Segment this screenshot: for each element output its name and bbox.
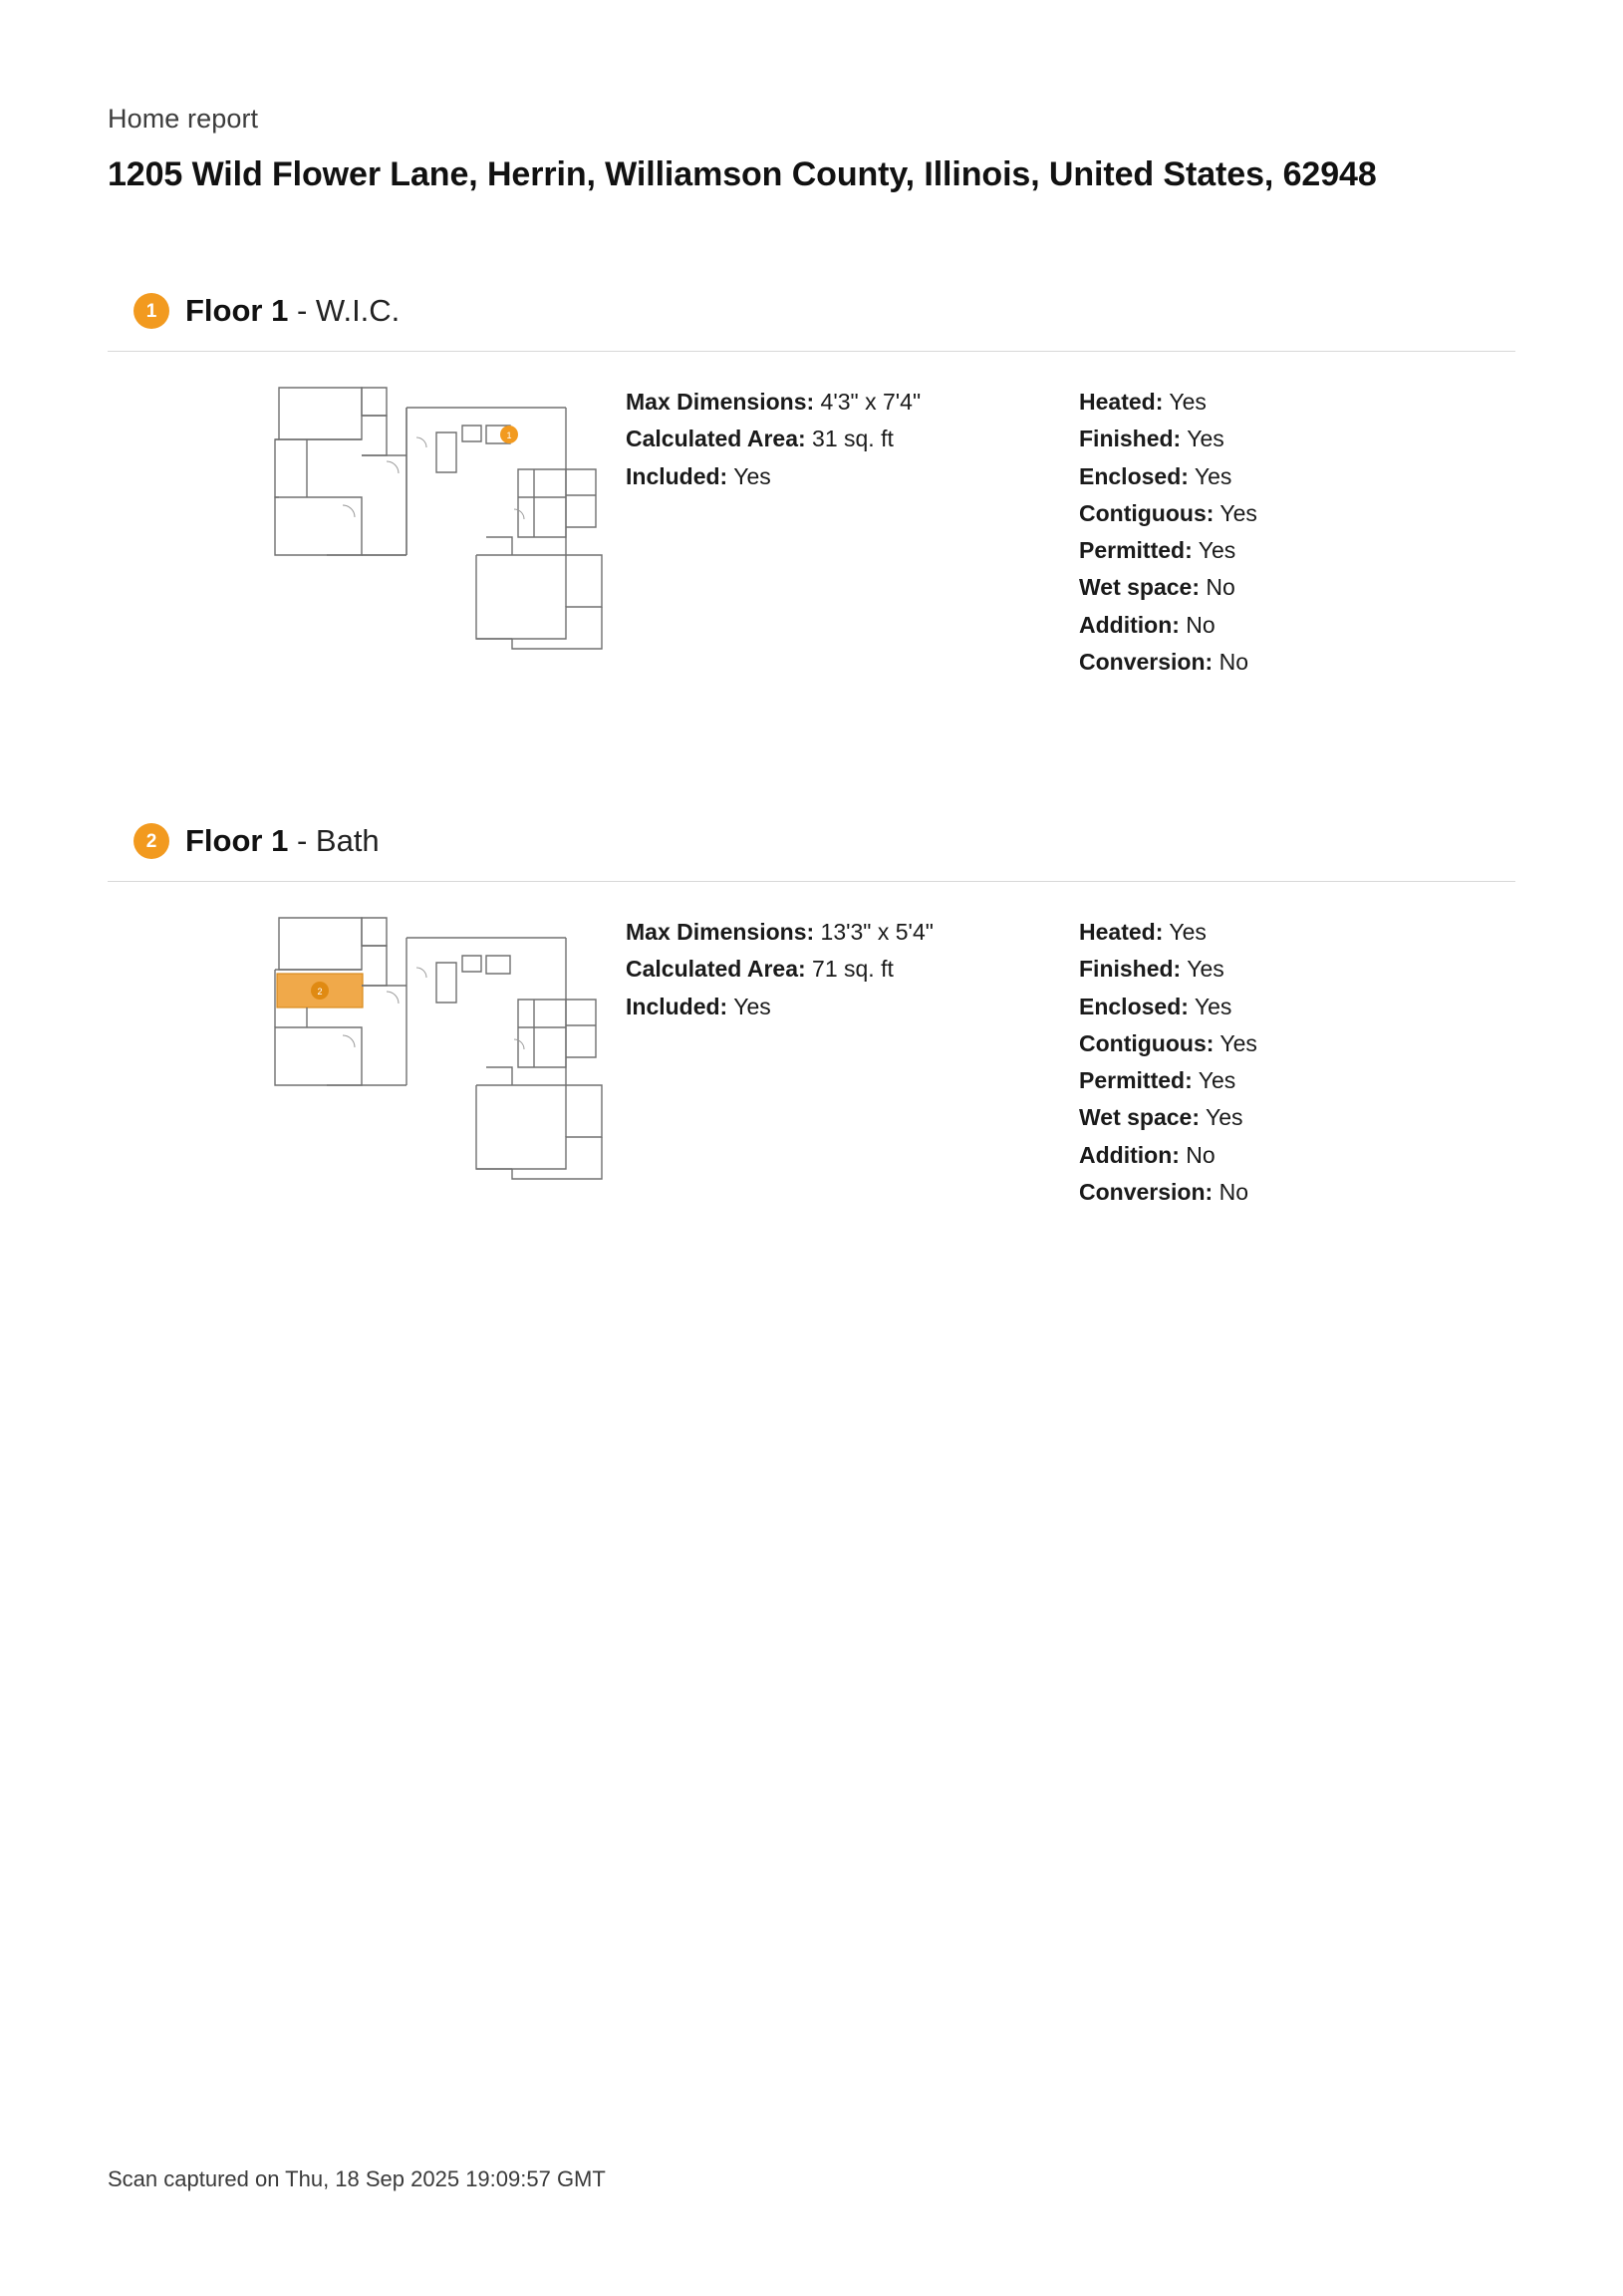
fact-value: Yes	[1200, 1104, 1243, 1131]
fact-wet-space-2	[1079, 1099, 1338, 1136]
fact-value: Yes	[1181, 426, 1224, 452]
fact-value: Yes	[727, 462, 771, 489]
fact-value: No	[1200, 574, 1235, 601]
room-label-2: Bath	[315, 823, 380, 859]
fact-label: Finished:	[1079, 956, 1182, 983]
fact-value: Yes	[1188, 993, 1232, 1019]
fact-finished-1	[1079, 421, 1338, 457]
room-label-1: W.I.C.	[315, 293, 401, 329]
section-header-2	[108, 823, 1515, 859]
facts-left-2	[626, 914, 1079, 1211]
fact-label: Heated:	[1079, 389, 1164, 416]
fact-label: Contiguous:	[1079, 499, 1215, 526]
fact-value: No	[1179, 611, 1216, 638]
page-title: 1205 Wild Flower Lane, Herrin, Williamson County, Illinois, United States, 62948	[108, 155, 1377, 193]
section-title-2	[185, 823, 380, 859]
fact-max-dimensions-1	[626, 384, 1079, 421]
floorplan-image-2	[267, 908, 626, 1237]
facts-left-1	[626, 384, 1079, 681]
fact-contiguous-2	[1079, 1025, 1338, 1062]
fact-label: Permitted:	[1079, 537, 1193, 564]
fact-calculated-area-1	[626, 421, 1079, 457]
fact-label: Included:	[626, 462, 728, 489]
facts-2	[626, 908, 1515, 1211]
fact-conversion-2	[1079, 1174, 1338, 1211]
fact-label: Wet space:	[1079, 574, 1201, 601]
fact-value: Yes	[1163, 389, 1207, 416]
section-body-1	[108, 378, 1515, 712]
fact-label: Included:	[626, 993, 728, 1019]
fact-permitted-1	[1079, 532, 1338, 569]
room-section-1	[108, 293, 1515, 712]
fact-value: 71 sq. ft	[805, 956, 894, 983]
floorplan-image-1	[267, 378, 626, 707]
fact-enclosed-1	[1079, 458, 1338, 495]
fact-value: Yes	[1188, 462, 1232, 489]
fact-label: Heated:	[1079, 919, 1164, 946]
fact-heated-2	[1079, 914, 1338, 951]
marker-badge-2: 2	[134, 823, 169, 859]
facts-right-1	[1079, 384, 1338, 681]
fact-label: Addition:	[1079, 1141, 1180, 1168]
fact-value: Yes	[1181, 956, 1224, 983]
section-divider-2	[108, 881, 1515, 882]
fact-label: Finished:	[1079, 426, 1182, 452]
section-divider-1	[108, 351, 1515, 352]
fact-label: Calculated Area:	[626, 426, 806, 452]
room-section-2	[108, 823, 1515, 1242]
fact-contiguous-1	[1079, 495, 1338, 532]
fact-addition-2	[1079, 1137, 1338, 1174]
marker-badge-1: 1	[134, 293, 169, 329]
fact-label: Contiguous:	[1079, 1029, 1215, 1056]
svg-text:1: 1	[506, 430, 512, 441]
fact-value: Yes	[1214, 499, 1257, 526]
section-body-2	[108, 908, 1515, 1242]
fact-value: 4'3" x 7'4"	[814, 389, 922, 416]
report-kicker: Home report	[108, 104, 259, 134]
fact-value: Yes	[1214, 1029, 1257, 1056]
fact-label: Calculated Area:	[626, 956, 806, 983]
fact-finished-2	[1079, 951, 1338, 988]
floorplan-wrap-2	[108, 908, 626, 1242]
scan-footer: Scan captured on Thu, 18 Sep 2025 19:09:57 GMT	[108, 2166, 606, 2191]
fact-conversion-1	[1079, 644, 1338, 681]
fact-label: Conversion:	[1079, 648, 1214, 675]
fact-value: Yes	[1192, 1067, 1236, 1094]
fact-heated-1	[1079, 384, 1338, 421]
fact-addition-1	[1079, 607, 1338, 644]
fact-value: Yes	[1163, 919, 1207, 946]
fact-label: Wet space:	[1079, 1104, 1201, 1131]
fact-value: Yes	[1192, 537, 1236, 564]
fact-value: No	[1213, 648, 1248, 675]
floor-label-2: Floor 1	[185, 823, 289, 859]
fact-label: Addition:	[1079, 611, 1180, 638]
fact-enclosed-2	[1079, 989, 1338, 1025]
fact-value: No	[1213, 1178, 1248, 1205]
fact-value: Yes	[727, 993, 771, 1019]
fact-value: 13'3" x 5'4"	[814, 919, 934, 946]
fact-label: Enclosed:	[1079, 462, 1189, 489]
floorplan-wrap-1	[108, 378, 626, 712]
fact-included-2	[626, 989, 1079, 1025]
floor-label-1: Floor 1	[185, 293, 289, 329]
fact-value: 31 sq. ft	[805, 426, 894, 452]
section-header-1	[108, 293, 1515, 329]
fact-label: Enclosed:	[1079, 993, 1189, 1019]
fact-label: Conversion:	[1079, 1178, 1214, 1205]
facts-right-2	[1079, 914, 1338, 1211]
fact-max-dimensions-2	[626, 914, 1079, 951]
separator-1: -	[288, 293, 316, 329]
fact-label: Permitted:	[1079, 1067, 1193, 1094]
fact-calculated-area-2	[626, 951, 1079, 988]
fact-wet-space-1	[1079, 569, 1338, 606]
fact-value: No	[1179, 1141, 1216, 1168]
fact-included-1	[626, 458, 1079, 495]
separator-2: -	[288, 823, 316, 859]
fact-label: Max Dimensions:	[626, 919, 815, 946]
fact-permitted-2	[1079, 1062, 1338, 1099]
svg-text:2: 2	[317, 987, 323, 998]
fact-label: Max Dimensions:	[626, 389, 815, 416]
facts-1	[626, 378, 1515, 681]
section-title-1	[185, 293, 400, 329]
